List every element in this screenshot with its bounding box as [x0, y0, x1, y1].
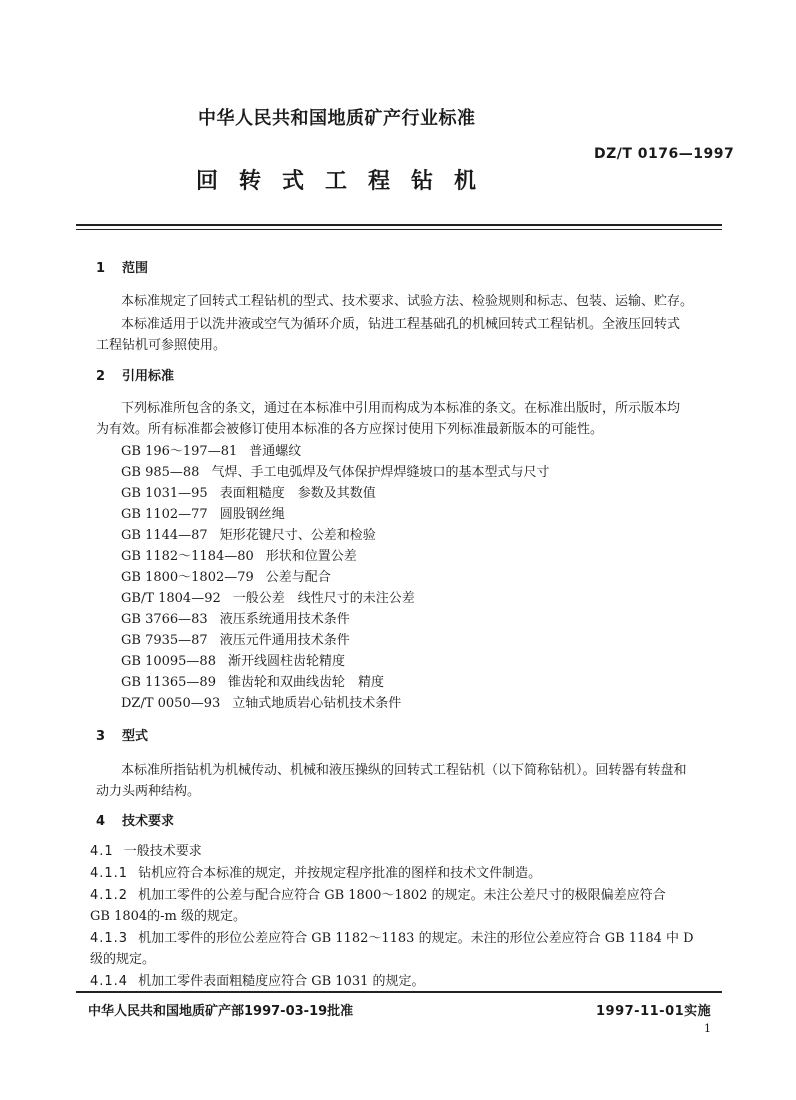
- clause-number: 4.1.2: [90, 888, 129, 903]
- page-number: 1: [704, 1022, 711, 1035]
- reference-item: [121, 629, 350, 648]
- reference-code: GB 1144—87: [121, 528, 208, 543]
- reference-title: 气焊、手工电弧焊及气体保护焊焊缝坡口的基本型式与尺寸: [211, 465, 550, 480]
- section-heading-requirements: [96, 810, 174, 829]
- reference-code: GB 1182～1184—80: [121, 549, 254, 564]
- reference-title: 立轴式地质岩心钻机技术条件: [232, 696, 402, 711]
- scope-paragraph-line: 本标准规定了回转式工程钻机的型式、技术要求、试验方法、检验规则和标志、包装、运输、贮存。: [121, 294, 694, 309]
- reference-title: 形状和位置公差: [265, 549, 357, 564]
- section-number: 4: [96, 814, 106, 829]
- reference-item: [121, 650, 345, 669]
- reference-item: [121, 587, 415, 606]
- clause-number: 4.1.3: [90, 931, 129, 946]
- clause: [90, 884, 666, 903]
- reference-code: GB 1102—77: [121, 507, 208, 522]
- reference-code: GB 196～197—81: [121, 444, 238, 459]
- reference-title: 渐开线圆柱齿轮精度: [227, 654, 345, 669]
- clause: [90, 862, 541, 881]
- section-heading-references: [96, 365, 174, 384]
- reference-item: [121, 671, 384, 690]
- reference-title: 液压元件通用技术条件: [219, 633, 350, 648]
- reference-item: [121, 692, 401, 711]
- section-number: 1: [96, 261, 106, 276]
- scope-paragraph-line: 本标准适用于以洗井液或空气为循环介质，钻进工程基础孔的机械回转式工程钻机。全液压回转式: [121, 317, 681, 332]
- reference-item: [121, 440, 301, 459]
- clause: [90, 927, 694, 946]
- section-number: 3: [96, 729, 106, 744]
- reference-item: [121, 503, 285, 522]
- clause-number: 4.1.4: [90, 974, 129, 989]
- clause-text: 一般技术要求: [123, 844, 202, 859]
- reference-item: [121, 608, 350, 627]
- header-rule-thick: [76, 224, 722, 226]
- reference-code: GB 10095—88: [121, 654, 216, 669]
- section-title: 技术要求: [122, 814, 175, 829]
- reference-item: [121, 545, 357, 564]
- reference-title: 液压系统通用技术条件: [219, 612, 350, 627]
- approval-line: 中华人民共和国地质矿产部1997-03-19批准: [88, 1004, 354, 1019]
- reference-code: GB 11365—89: [121, 675, 216, 690]
- standard-code: DZ/T 0176—1997: [594, 146, 735, 162]
- footer-rule: [76, 991, 722, 993]
- clause-continuation: 级的规定。: [90, 952, 156, 967]
- reference-code: GB 1031—95: [121, 486, 208, 501]
- reference-item: [121, 461, 549, 480]
- reference-title: 表面粗糙度 参数及其数值: [219, 486, 376, 501]
- reference-code: GB 985—88: [121, 465, 200, 480]
- section-title: 引用标准: [122, 369, 175, 384]
- clause-text: 机加工零件表面粗糙度应符合 GB 1031 的规定。: [138, 974, 425, 989]
- references-paragraph-line: 下列标准所包含的条文，通过在本标准中引用而构成为本标准的条文。在标准出版时，所示版本均: [121, 401, 681, 416]
- reference-item: [121, 482, 376, 501]
- clause-text: 机加工零件的形位公差应符合 GB 1182～1183 的规定。未注的形位公差应符合 GB 1184 中 D: [138, 931, 694, 946]
- section-number: 2: [96, 369, 106, 384]
- reference-code: GB/T 1804—92: [121, 591, 221, 606]
- reference-code: GB 3766—83: [121, 612, 208, 627]
- standard-title: 中华人民共和国地质矿产行业标准: [198, 108, 476, 129]
- section-heading-type: [96, 725, 148, 744]
- section-title: 型式: [122, 729, 149, 744]
- reference-code: GB 1800～1802—79: [121, 570, 254, 585]
- reference-code: GB 7935—87: [121, 633, 208, 648]
- scope-paragraph-line: 工程钻机可参照使用。: [96, 338, 227, 353]
- reference-title: 矩形花键尺寸、公差和检验: [219, 528, 376, 543]
- clause-number: 4.1: [90, 844, 114, 859]
- reference-title: 公差与配合: [265, 570, 331, 585]
- reference-item: [121, 524, 376, 543]
- clause: [90, 970, 425, 989]
- section-title: 范围: [122, 261, 149, 276]
- reference-title: 普通螺纹: [249, 444, 302, 459]
- header-rule-thin: [76, 229, 722, 230]
- reference-title: 圆股钢丝绳: [219, 507, 285, 522]
- document-title: 回转式工程钻机: [196, 169, 498, 194]
- reference-code: DZ/T 0050—93: [121, 696, 221, 711]
- clause-continuation: GB 1804的-m 级的规定。: [90, 909, 247, 924]
- reference-item: [121, 566, 331, 585]
- clause-number: 4.1.1: [90, 866, 129, 881]
- clause: [90, 840, 202, 859]
- references-paragraph-line: 为有效。所有标准都会被修订使用本标准的各方应探讨使用下列标准最新版本的可能性。: [96, 422, 604, 437]
- reference-title: 一般公差 线性尺寸的未注公差: [232, 591, 415, 606]
- reference-title: 锥齿轮和双曲线齿轮 精度: [227, 675, 384, 690]
- clause-text: 机加工零件的公差与配合应符合 GB 1800～1802 的规定。未注公差尺寸的极限偏差应符合: [138, 888, 666, 903]
- type-paragraph-line: 本标准所指钻机为机械传动、机械和液压操纵的回转式工程钻机（以下简称钻机）。回转器有转盘和: [121, 763, 687, 778]
- clause-text: 钻机应符合本标准的规定，并按规定程序批准的图样和技术文件制造。: [138, 866, 542, 881]
- section-heading-scope: [96, 257, 148, 276]
- type-paragraph-line: 动力头两种结构。: [96, 784, 201, 799]
- implementation-date: 1997-11-01实施: [596, 1004, 712, 1019]
